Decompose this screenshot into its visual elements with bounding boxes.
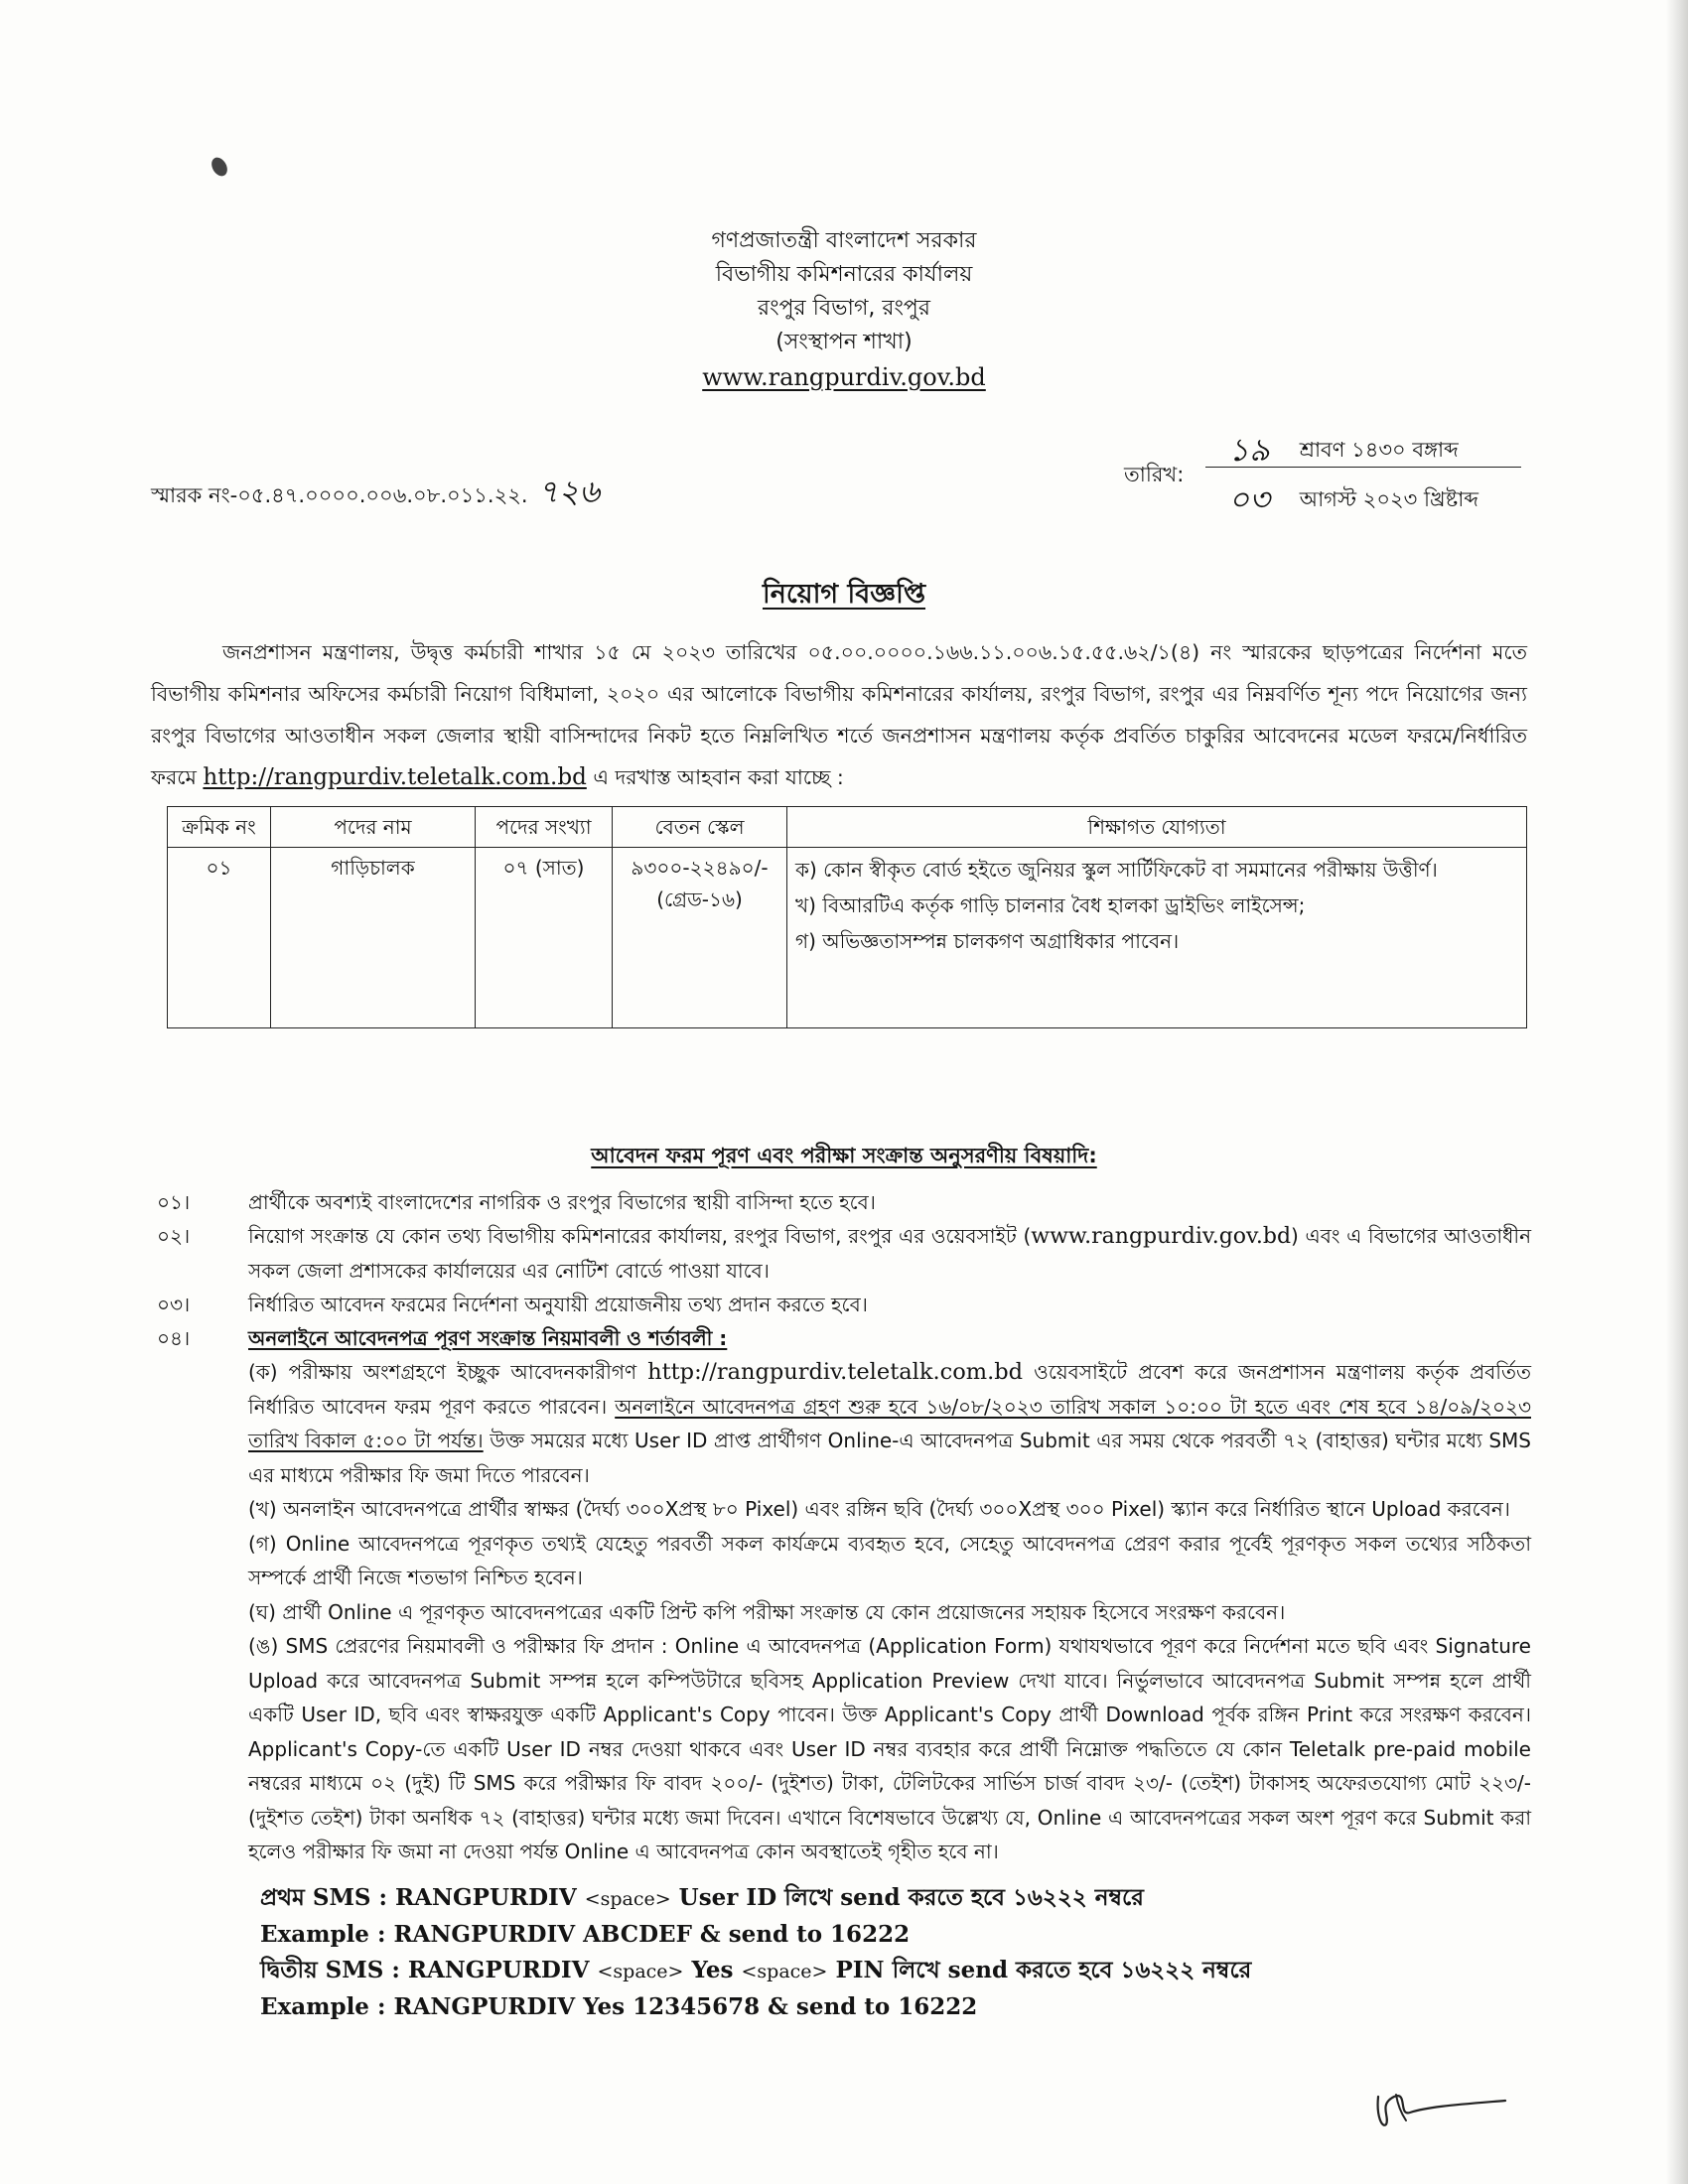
sms-text: PIN লিখে send করতে হবে ১৬২২২ নম্বরে — [835, 1957, 1252, 1983]
english-day-handwritten: ০৩ — [1228, 480, 1270, 518]
cell-serial: ০১ — [168, 848, 271, 1028]
bangla-date — [1205, 425, 1459, 478]
item-number: ০৪। — [157, 1326, 191, 1350]
space-token: <space> — [741, 1961, 828, 1982]
qualification-item: খ) বিআরটিএ কর্তৃক গাড়ি চালনার বৈধ হালকা ড্রাইভিং লাইসেন্স; — [795, 893, 1306, 917]
rule-ka-link[interactable]: http://rangpurdiv.teletalk.com.bd — [647, 1359, 1024, 1385]
intro-paragraph — [151, 631, 1527, 798]
rule-ka — [248, 1355, 1531, 1492]
first-sms-example: Example : RANGPURDIV ABCDEF & send to 16222 — [260, 1921, 911, 1948]
signature-mark — [1368, 2077, 1507, 2136]
item-text: প্রার্থীকে অবশ্যই বাংলাদেশের নাগরিক ও রংপুর বিভাগের স্থায়ী বাসিন্দা হতে হবে। — [248, 1190, 876, 1214]
office-website[interactable]: www.rangpurdiv.gov.bd — [702, 363, 986, 391]
rule-text: ওয়েবসাইটে প্রবেশ করে জনপ্রশাসন মন্ত্রণালয় কর্তৃক প্রবর্তিত নির্ধারিত আবেদন ফরম পূরণ করতে পারবেন। — [248, 1360, 1532, 1419]
pay-grade: (গ্রেড-১৬) — [656, 887, 743, 911]
list-item — [151, 1219, 1531, 1288]
second-sms — [260, 1953, 1541, 1989]
col-serial: ক্রমিক নং — [168, 807, 271, 848]
bangla-month-year: শ্রাবণ ১৪৩০ বঙ্গাব্দ — [1299, 438, 1459, 462]
col-post-name: পদের নাম — [271, 807, 476, 848]
col-post-count: পদের সংখ্যা — [476, 807, 613, 848]
second-sms-example: Example : RANGPURDIV Yes 12345678 & send to 16222 — [260, 1993, 978, 2020]
date-block — [1124, 425, 1521, 524]
online-rules-heading: অনলাইনে আবেদনপত্র পূরণ সংক্রান্ত নিয়মাবলী ও শর্তাবলী : — [248, 1326, 728, 1350]
list-item — [151, 1321, 1531, 1355]
instructions-heading — [0, 1140, 1688, 1174]
application-site-link[interactable]: http://rangpurdiv.teletalk.com.bd — [203, 764, 587, 790]
english-month-year: আগস্ট ২০২৩ খ্রিষ্টাব্দ — [1299, 487, 1479, 511]
table-row — [168, 848, 1527, 1028]
rule-uma: (ঙ) SMS প্রেরণের নিয়মাবলী ও পরীক্ষার ফি প্রদান : Online এ আবেদনপত্র (Application Form) যথাযথভাবে পূরণ করে নির্দেশনা মতে ছবি এবং Signature Upload করে আবেদনপত্র Submit সম্পন্ন হলে কম্পিউটারে ছবিসহ Application Preview দেখা যাবে। নির্ভুলভাবে আবেদনপত্র Submit সম্পন্ন হলে প্রার্থী একটি User ID, ছবি এবং স্বাক্ষরযুক্ত একটি Applicant's Copy পাবেন। উক্ত Applicant's Copy প্রার্থী Download পূর্বক রঙ্গিন Print করে সংরক্ষণ করবেন। Applicant's Copy-তে একটি User ID নম্বর দেওয়া থাকবে এবং User ID নম্বর ব্যবহার করে প্রার্থী নিম্নোক্ত পদ্ধতিতে যে কোন Teletalk pre-paid mobile নম্বরের মাধ্যমে ০২ (দুই) টি SMS করে পরীক্ষার ফি বাবদ ২০০/- (দুইশত) টাকা, টেলিটকের সার্ভিস চার্জ বাবদ ২৩/- (তেইশ) টাকাসহ অফেরতযোগ্য মোট ২২৩/- (দুইশত তেইশ) টাকা অনধিক ৭২ (বাহাত্তর) ঘন্টার মধ্যে জমা দিবেন। এখানে বিশেষভাবে উল্লেখ্য যে, Online এ আবেদনপত্রের সকল অংশ পূরণ করে Submit করা হলেও পরীক্ষার ফি জমা না দেওয়া পর্যন্ত Online এ আবেদনপত্র কোন অবস্থাতেই গৃহীত হবে না। — [248, 1634, 1531, 1863]
instructions-heading-text: আবেদন ফরম পূরণ এবং পরীক্ষা সংক্রান্ত অনুসরণীয় বিষয়াদি: — [591, 1144, 1097, 1167]
notice-title-text: নিয়োগ বিজ্ঞপ্তি — [762, 579, 926, 610]
memo-number-text: স্মারক নং-০৫.৪৭.০০০০.০০৬.০৮.০১১.২২. — [151, 483, 528, 507]
sms-text: প্রথম SMS : RANGPURDIV — [260, 1884, 577, 1911]
item-text: নিয়োগ সংক্রান্ত যে কোন তথ্য বিভাগীয় কমিশনারের কার্যালয়, রংপুর বিভাগ, রংপুর এর ওয়েবসাইট ( — [248, 1224, 1032, 1248]
instructions-list — [151, 1185, 1531, 1869]
date-divider — [1205, 467, 1521, 468]
col-pay-scale: বেতন স্কেল — [613, 807, 787, 848]
rule-gha: (ঘ) প্রার্থী Online এ পূরণকৃত আবেদনপত্রের একটি প্রিন্ট কপি পরীক্ষা সংক্রান্ত যে কোন প্রয়োজনের সহায়ক হিসেবে সংরক্ষণ করবেন। — [248, 1599, 1286, 1624]
office-name: বিভাগীয় কমিশনারের কার্যালয় — [715, 262, 973, 287]
space-token: <space> — [597, 1961, 684, 1982]
branch-name: (সংস্থাপন শাখা) — [775, 330, 913, 354]
division-name: রংপুর বিভাগ, রংপুর — [758, 296, 930, 321]
space-token: <space> — [584, 1888, 671, 1910]
memo-number — [151, 467, 600, 520]
cell-post-name: গাড়িচালক — [271, 848, 476, 1028]
table-header-row — [168, 807, 1527, 848]
cell-qualification — [787, 848, 1527, 1028]
item-text: নির্ধারিত আবেদন ফরমের নির্দেশনা অনুযায়ী প্রয়োজনীয় তথ্য প্রদান করতে হবে। — [248, 1293, 868, 1316]
sms-text: User ID লিখে send করতে হবে ১৬২২২ নম্বরে — [678, 1884, 1144, 1911]
letterhead — [0, 224, 1688, 395]
rule-text: উক্ত সময়ের মধ্যে User ID প্রাপ্ত প্রার্থীগণ Online-এ আবেদনপত্র Submit এর সময় থেকে পরবর্তী ৭২ (বাহাত্তর) ঘন্টার মধ্যে SMS এর মাধ্যমে পরীক্ষার ফি জমা দিতে পারবেন। — [248, 1429, 1531, 1487]
application-deadline: অনলাইনে আবেদনপত্র গ্রহণ শুরু হবে ১৬/০৮/২০২৩ তারিখ সকাল ১০:০০ টা হতে এবং শেষ হবে ১৪/০৯/২০২৩ তারিখ বিকাল ৫:০০ টা পর্যন্ত। — [248, 1394, 1531, 1452]
vacancy-table — [167, 806, 1527, 1028]
list-item — [151, 1185, 1531, 1219]
qualification-item: ক) কোন স্বীকৃত বোর্ড হইতে জুনিয়র স্কুল সার্টিফিকেট বা সমমানের পরীক্ষায় উত্তীর্ণ। — [795, 858, 1438, 882]
item-website-link[interactable]: www.rangpurdiv.gov.bd — [1031, 1224, 1292, 1249]
first-sms — [260, 1880, 1541, 1917]
intro-tail: এ দরখাস্ত আহবান করা যাচ্ছে : — [593, 765, 844, 789]
notice-title — [0, 574, 1688, 618]
item-text: ) এবং এ বিভাগের আওতাধীন সকল জেলা প্রশাসকের কার্যালয়ের এর নোটিশ বোর্ডে পাওয়া যাবে। — [248, 1224, 1532, 1283]
punch-mark — [209, 155, 230, 179]
cell-pay-scale — [613, 848, 787, 1028]
cell-post-count: ০৭ (সাত) — [476, 848, 613, 1028]
item-number: ০১। — [157, 1190, 191, 1214]
list-item — [151, 1288, 1531, 1321]
item-number: ০২। — [157, 1224, 191, 1248]
sms-text: দ্বিতীয় SMS : RANGPURDIV — [260, 1957, 590, 1983]
qualification-item: গ) অভিজ্ঞতাসম্পন্ন চালকগণ অগ্রাধিকার পাবেন। — [795, 929, 1180, 953]
rule-ga: (গ) Online আবেদনপত্রে পূরণকৃত তথ্যই যেহেতু পরবর্তী সকল কার্যক্রমে ব্যবহৃত হবে, সেহেতু আবেদনপত্র প্রেরণ করার পূর্বেই পূরণকৃত সকল তথ্যের সঠিকতা সম্পর্কে প্রার্থী নিজে শতভাগ নিশ্চিত হবেন। — [248, 1531, 1531, 1589]
pay-scale-value: ৯৩০০-২২৪৯০/- — [631, 856, 769, 880]
date-label: তারিখ: — [1124, 463, 1185, 486]
sms-text: Yes — [691, 1957, 734, 1983]
bangla-day-handwritten: ১৯ — [1228, 431, 1270, 469]
online-rules — [151, 1355, 1531, 1869]
sms-instructions — [260, 1880, 1541, 2025]
government-name: গণপ্রজাতন্ত্রী বাংলাদেশ সরকার — [711, 228, 977, 253]
rule-kha: (খ) অনলাইন আবেদনপত্রে প্রার্থীর স্বাক্ষর (দৈর্ঘ্য ৩০০Xপ্রস্থ ৮০ Pixel) এবং রঙ্গিন ছবি (দৈর্ঘ্য ৩০০Xপ্রস্থ ৩০০ Pixel) স্ক্যান করে নির্ধারিত স্থানে Upload করবেন। — [248, 1497, 1510, 1521]
col-qualification: শিক্ষাগত যোগ্যতা — [787, 807, 1527, 848]
rule-text: (ক) পরীক্ষায় অংশগ্রহণে ইচ্ছুক আবেদনকারীগণ — [248, 1360, 637, 1384]
english-date — [1205, 475, 1478, 528]
memo-handwritten-number: ৭২৬ — [537, 473, 600, 510]
item-number: ০৩। — [157, 1293, 191, 1316]
intro-text: জনপ্রশাসন মন্ত্রণালয়, উদ্বৃত্ত কর্মচারী শাখার ১৫ মে ২০২৩ তারিখের ০৫.০০.০০০০.১৬৬.১১.০০৬.১৫.৫৫.৬২/১(৪) নং স্মারকের ছাড়পত্রের নির্দেশনা মতে বিভাগীয় কমিশনার অফিসের কর্মচারী নিয়োগ বিধিমালা, ২০২০ এর আলোকে বিভাগীয় কমিশনারের কার্যালয়, রংপুর বিভাগ, রংপুর এর নিম্নবর্ণিত শূন্য পদে নিয়োগের জন্য রংপুর বিভাগের আওতাধীন সকল জেলার স্থায়ী বাসিন্দাদের নিকট হতে নিম্নলিখিত শর্তে জনপ্রশাসন মন্ত্রণালয় কর্তৃক প্রবর্তিত চাকুরির আবেদনের মডেল ফরমে/নির্ধারিত ফরমে — [151, 640, 1527, 789]
